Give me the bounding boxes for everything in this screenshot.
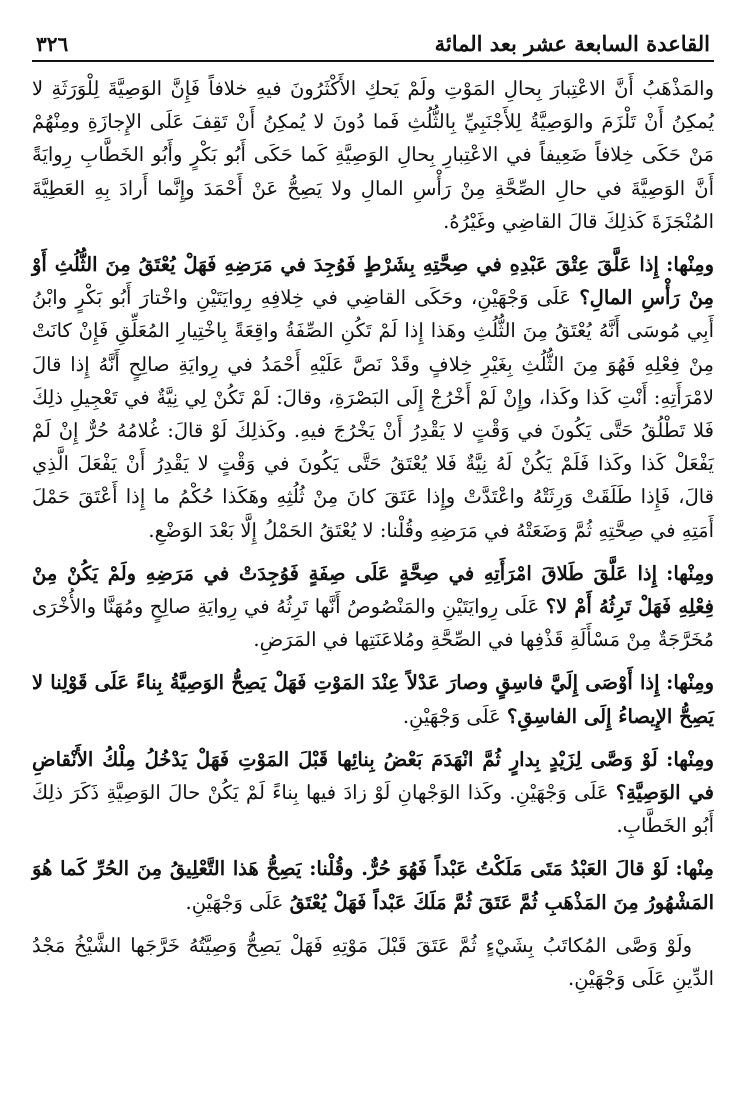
paragraph-text: والمَذْهَبُ أَنَّ الاعْتِبارَ بِحالِ المَوْتِ ولَمْ يَحكِ الأَكْثَرُونَ فيهِ خلافاً فَإِنَّ الوَصِيَّةَ لِلْوَرَثَةِ لا يُمكِنُ أَنْ تَلْزَمَ والوَصِيَّةُ لِلأَجْنَبِيِّ بِالثُّلُثِ فَما دُونَ لا يُمكِنُ أَنْ تَقِفَ عَلَى الإِجازَةِ ومِنْهُمْ مَنْ حَكَى خِلافاً ضَعِيفاً في الاعْتِبارِ بِحالِ الوَصِيَّةِ كَما حَكَى أَبُو بَكْرٍ وأَبُو الخَطَّابِ رِوايَةً أَنَّ الوَصِيَّةَ في حالِ الصِّحَّةِ مِنْ رَأْسِ المالِ ولا يَصِحُّ عَنْ أَحْمَدَ وإِنَّما أَرادَ بِهِ العَطِيَّةَ المُنْجَزَةَ كَذلِكَ قالَ القاضِي وغَيْرُهُ. (32, 77, 714, 233)
paragraph-question: لَوْ وَصَّى لِزَيْدٍ بِدارٍ ثُمَّ انْهَدَمَ بَعْضُ بِنائِها قَبْلَ المَوْتِ فَهَلْ يَدْخُلُ مِلْكُ الأَنْقاضِ في الوَصِيَّةِ؟ (32, 747, 715, 805)
paragraph-text: عَلَى وَجْهَيْنِ. (402, 704, 501, 728)
paragraph-text: عَلَى رِوايَتَيْنِ والمَنْصُوصُ أَنَّها تَرِثُهُ في رِوايَةِ صالِحٍ ومُهَنَّا والأُخْرَى مُخَرَّجَةٌ مِنْ مَسْأَلَةِ قَذْفِها في الصِّحَّةِ ومُلاعَنَتِها في المَرَضِ. (32, 595, 714, 652)
page-body (32, 72, 714, 995)
paragraph-question: إِذا عَلَّقَ طَلاقَ امْرَأَتِهِ في صِحَّةٍ عَلَى صِفَةٍ فَوُجِدَتْ في مَرَضِهِ ولَمْ يَكُنْ مِنْ فِعْلِهِ فَهَلْ تَرِثُهُ أَمْ لا؟ (32, 561, 715, 619)
paragraph (32, 248, 714, 547)
paragraph-lead: ومِنْها: (666, 561, 714, 585)
paragraph (32, 743, 714, 843)
paragraph-lead: ومِنْها: (666, 253, 714, 277)
book-page (32, 18, 714, 1078)
paragraph-text: عَلَى وَجْهَيْنِ. وكَذا الوَجْهانِ لَوْ زادَ فيها بِناءً لَمْ يَكُنْ حالَ الوَصِيَّةِ ذَكَرَ ذلِكَ أَبُو الخَطَّابِ. (32, 781, 714, 838)
paragraph-lead: ومِنْها: (666, 747, 714, 771)
paragraph-question: إِذا أَوْصَى إِلَيَّ فاسِقٍ وصارَ عَدْلاً عِنْدَ المَوْتِ فَهَلْ يَصِحُّ الوَصِيَّةُ بِناءً عَلَى قَوْلِنا لا يَصِحُّ الإِيصاءُ إِلَى الفاسِقِ؟ (32, 671, 714, 728)
paragraph-question: إِذا عَلَّقَ عِتْقَ عَبْدِهِ في صِحَّتِهِ بِشَرْطٍ فَوُجِدَ في مَرَضِهِ فَهَلْ يُعْتَقُ مِنَ الثُّلُثِ أَوْ مِنْ رَأْسِ المالِ؟ (32, 253, 714, 310)
paragraph-lead: ومِنْها: (666, 671, 715, 695)
paragraph (32, 852, 714, 918)
paragraph-lead: مِنْها: (675, 857, 715, 881)
paragraph (32, 72, 714, 238)
paragraph-text: عَلَى وَجْهَيْنِ، وحَكَى القاضِي في خِلافِهِ رِوايَتَيْنِ واخْتارَ أَبُو بَكْرٍ وابْنُ أَبِي مُوسَى أَنَّهُ يُعْتَقُ مِنَ الثُّلُثِ وهَذا إِذا لَمْ تَكُنِ الصِّفَةُ واقِعَةً بِاخْتِيارِ المُعَلِّقِ فَإِنْ كانَتْ مِنْ فِعْلِهِ فَهُوَ مِنَ الثُّلُثِ بِغَيْرِ خِلافٍ وقَدْ نَصَّ عَلَيْهِ أَحْمَدُ في رِوايَةِ صالِحٍ أَنَّهُ إِذا قالَ لامْرَأَتِهِ: أَنْتِ كَذا وكَذا، وإِنْ لَمْ أَخْرُجْ إِلَى البَصْرَةِ، وقالَ: لَمْ تَكُنْ لِي نِيَّةٌ في تَعْجِيلِ ذلِكَ فَلا تَطْلُقُ حَتَّى يَكُونَ في وَقْتٍ لا يَقْدِرُ أَنْ يَخْرُجَ فيهِ. وكَذلِكَ لَوْ قالَ: غُلامُهُ حُرٌّ إِنْ لَمْ يَفْعَلْ كَذا وكَذا فَلَمْ يَكُنْ لَهُ نِيَّةٌ فَلا يُعْتَقُ حَتَّى يَكُونَ في وَقْتٍ لا يَقْدِرُ أَنْ يَفْعَلَ الَّذِي قالَ، فَإِذا طَلَقَتْ وَرِثَتْهُ واعْتَدَّتْ وإِذا عَتَقَ كانَ مِنْ ثُلُثِهِ وهَكَذا حُكْمُ ما إِذا أَعْتَقَ حَمْلَ أَمَتِهِ في صِحَّتِهِ ثُمَّ وَضَعَتْهُ في مَرَضِهِ وقُلْنا: لا يُعْتَقُ الحَمْلُ إِلَّا بَعْدَ الوَضْعِ. (32, 286, 714, 542)
paragraph (32, 557, 714, 657)
running-title: القاعدة السابعة عشر بعد المائة (434, 31, 710, 56)
page-number: ٣٢٦ (36, 32, 69, 56)
paragraph (32, 929, 714, 995)
paragraph-question: لَوْ قالَ العَبْدُ مَتَى مَلَكْتُ عَبْداً فَهُوَ حُرٌّ. وقُلْنا: يَصِحُّ هَذا التَّعْلِيقُ مِنَ الحُرِّ كَما هُوَ المَشْهُورُ مِنَ المَذْهَبِ ثُمَّ عَتَقَ ثُمَّ مَلَكَ عَبْداً فَهَلْ يُعْتَقُ (32, 857, 714, 914)
paragraph (32, 666, 714, 732)
paragraph-text: عَلَى وَجْهَيْنِ. (185, 890, 284, 914)
page-header (32, 18, 714, 62)
paragraph-text: ولَوْ وَصَّى المُكاتَبُ بِشَيْءٍ ثُمَّ عَتَقَ قَبْلَ مَوْتِهِ فَهَلْ يَصِحُّ وَصِيَّتُهُ خَرَّجَها الشَّيْخُ مَجْدُ الدِّينِ عَلَى وَجْهَيْنِ. (32, 933, 714, 991)
